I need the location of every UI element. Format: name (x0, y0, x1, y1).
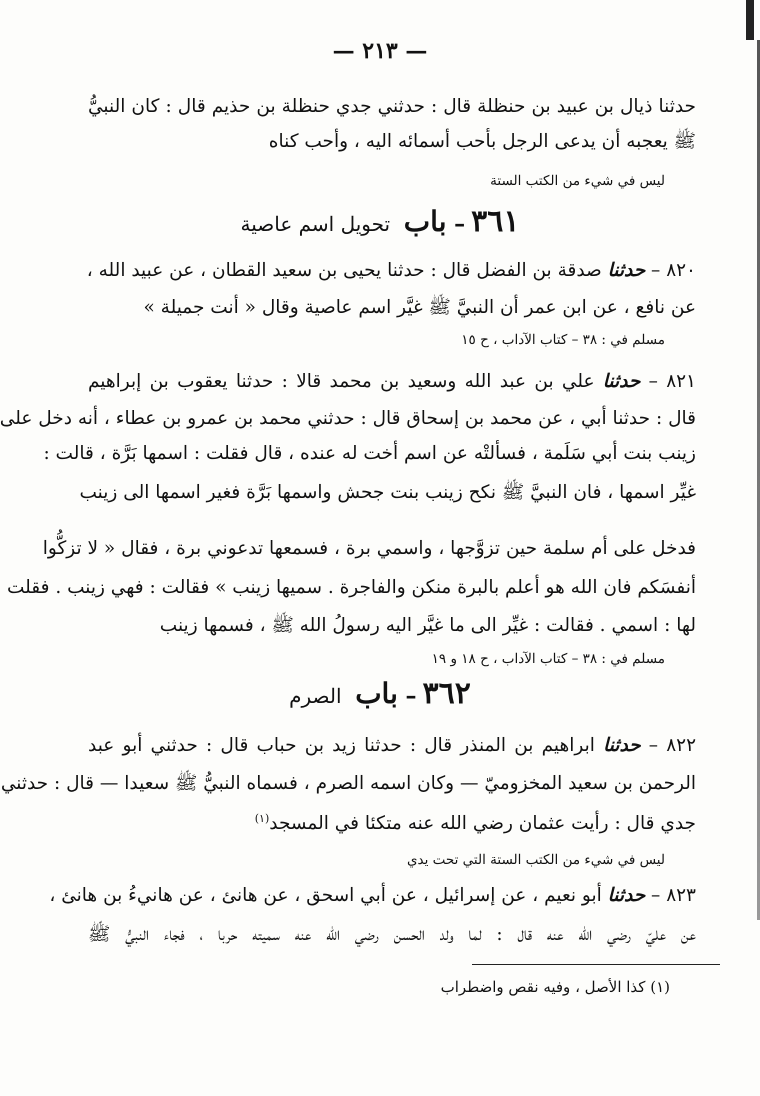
chapter-number: ٣٦١ (471, 204, 520, 239)
hadith-opening: حدثنا (607, 260, 646, 281)
hadith-line: ٨٢٣ – حدثنا أبو نعيم ، عن إسرائيل ، عن أبي اسحق ، عن هانئ ، عن هانيءُ بن هانئ ، (49, 885, 696, 906)
footnote-marker: (١) (254, 812, 270, 825)
text-line: الرحمن بن سعيد المخزوميّ — وكان اسمه الصرم ، فسماه النبيُّ ﷺ سعيدا — قال : حدثني (0, 773, 696, 794)
text-line: زينب بنت أبي سَلَمة ، فسألتْه عن اسم أخت له عنده ، قال فقلت : اسمها بَرَّة ، قالت : (43, 443, 696, 464)
footnote-divider (472, 964, 720, 965)
chapter-heading: ٣٦٢– باب الصرم (289, 676, 471, 711)
footnote: (١) كذا الأصل ، وفيه نقص واضطراب (440, 978, 670, 996)
source-reference: مسلم في : ٣٨ – كتاب الآداب ، ح ١٥ (461, 332, 665, 348)
text-line: غيِّر اسمها ، فان النبيَّ ﷺ نكح زينب بنت جحش واسمها بَرَّة فغير اسمها الى زينب (79, 482, 696, 503)
hadith-opening: حدثنا (603, 735, 641, 756)
hadith-line: ٨٢٠ – حدثنا صدقة بن الفضل قال : حدثنا يحيى بن سعيد القطان ، عن عبيد الله ، (86, 260, 696, 281)
hadith-number: ٨٢١ (666, 371, 696, 392)
hadith-text: صدقة بن الفضل قال : حدثنا يحيى بن سعيد القطان ، عن عبيد الله ، (86, 260, 602, 281)
text-line: عن عليّ رضي الله عنه قال : لما ولد الحسن رضي الله عنه سميته حربا ، فجاء النبيُّ ﷺ (88, 924, 697, 945)
chapter-heading: ٣٦١– باب تحويل اسم عاصية (240, 204, 520, 239)
source-reference: ليس في شيء من الكتب الستة التي تحت يدي (406, 852, 665, 868)
hadith-line (88, 808, 696, 835)
text-line: ﷺ يعجبه أن يدعى الرجل بأحب أسمائه اليه ، وأحب كناه (268, 131, 696, 152)
hadith-text: علي بن عبد الله وسعيد بن محمد قالا : حدثنا يعقوب بن إبراهيم (88, 371, 595, 392)
text-line: قال : حدثنا أبي ، عن محمد بن إسحاق قال : حدثني محمد بن عمرو بن عطاء ، أنه دخل على (0, 408, 696, 429)
text-line: عن نافع ، عن ابن عمر أن النبيَّ ﷺ غيَّر اسم عاصية وقال « أنت جميلة » (143, 297, 696, 318)
hadith-text: جدي قال : رأيت عثمان رضي الله عنه متكئا في المسجد (269, 813, 696, 835)
text-line: لها : اسمي . فقالت : غيِّر الى ما غيَّر اليه رسولُ الله ﷺ ، فسمها زينب (159, 615, 696, 636)
chapter-number: ٣٦٢ (422, 676, 471, 711)
source-reference: مسلم في : ٣٨ – كتاب الآداب ، ح ١٨ و ١٩ (431, 651, 665, 667)
hadith-text: ابراهيم بن المنذر قال : حدثنا زيد بن حباب قال : حدثني أبو عبد (88, 735, 595, 756)
chapter-title: الصرم (289, 684, 342, 708)
chapter-bab: باب (355, 677, 398, 710)
source-reference: ليس في شيء من الكتب الستة (490, 173, 665, 189)
hadith-text: أبو نعيم ، عن إسرائيل ، عن أبي اسحق ، عن هانئ ، عن هانيءُ بن هانئ ، (49, 885, 602, 906)
hadith-opening: حدثنا (602, 371, 641, 392)
chapter-title: تحويل اسم عاصية (240, 212, 391, 236)
chapter-bab: باب (403, 205, 447, 238)
hadith-number: ٨٢٢ (666, 735, 697, 756)
hadith-line: ٨٢٢ – حدثنا ابراهيم بن المنذر قال : حدثنا زيد بن حباب قال : حدثني أبو عبد (88, 735, 697, 756)
scan-edge-mark (746, 0, 754, 40)
hadith-line: ٨٢١ – حدثنا علي بن عبد الله وسعيد بن محمد قالا : حدثنا يعقوب بن إبراهيم (88, 371, 696, 392)
page-number: — ٢١٣ — (332, 38, 428, 64)
text-line: حدثنا ذيال بن عبيد بن حنظلة قال : حدثني جدي حنظلة بن حذيم قال : كان النبيُّ (88, 96, 696, 117)
hadith-number: ٨٢٣ (666, 885, 696, 906)
hadith-opening: حدثنا (607, 885, 646, 906)
text-line: أنفسَكم فان الله هو أعلم بالبرة منكن والفاجرة . سميها زينب » فقالت : فهي زينب . فقلت (6, 577, 696, 598)
hadith-number: ٨٢٠ (666, 260, 696, 281)
text-line: فدخل على أم سلمة حين تزوَّجها ، واسمي برة ، فسمعها تدعوني برة ، فقال « لا تزكُّوا (42, 538, 696, 559)
